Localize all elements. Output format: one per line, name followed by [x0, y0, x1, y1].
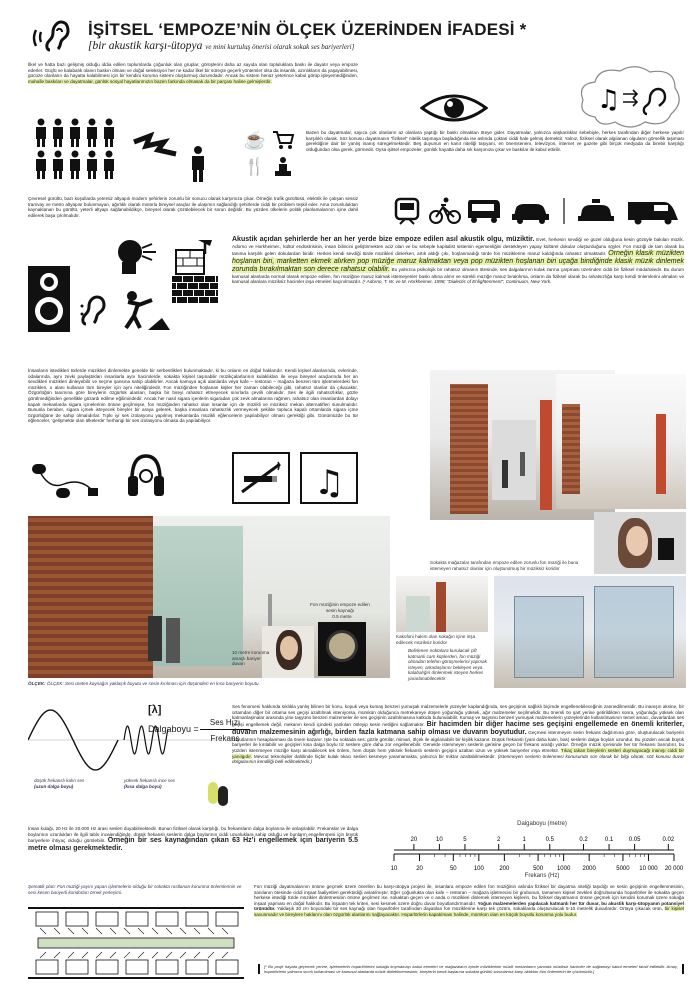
project-paragraph — [254, 884, 684, 918]
crowd-person — [87, 119, 97, 148]
formula-numerator: Ses Hızı — [209, 718, 241, 727]
crowd-person — [87, 151, 97, 180]
van-icon — [628, 202, 678, 225]
high-wave-label-2: (kısa dalga boyu) — [124, 783, 162, 789]
subtitle-small: ve mini kurtuluş önerisi olarak sokak ses bariyerleri] — [205, 43, 355, 51]
formula-bracket: [λ] — [148, 704, 162, 716]
bottom-tick-label: 500 — [533, 866, 544, 872]
intro-paragraph — [28, 62, 358, 84]
low-wave-label-1: düşük frekanslı kalın ses — [34, 778, 85, 783]
bottom-tick-label: 2000 — [582, 866, 596, 872]
svg-text:♫: ♫ — [597, 85, 621, 115]
top-axis-label: Dalgaboyu (metre) — [517, 821, 567, 827]
intro-highlight: mahalle baskıları ve dayatmalar, günlük sosyal hayatlarımızın bazen farkında olmasak da bir parçası haline gelmişlerdir. — [28, 78, 272, 84]
bottom-tick-label: 20 — [416, 866, 423, 872]
wavelength-text-c: Geçmesi istenmeyen sesin frekans dağılımına göre, oluşturulacak bariyerin boyutlarının hesaplanması da önem kazanır. Işte bu noktada ses; gözle görülür, mimari, ölçek ile algılanabilir bir kişilik kazanır. Düşük frekanslı (yani daha kalın, bas) seslerin dalga boyları uzundur. Bu yüzden ancak büyük bariyerler ile kırılabilir ve geçişleri kısa dalga boylu tiz seslere göre daha zor engellenebilir. Genelde istenmeyen seslerin gerisine geçen bir frekans aralığı yoktur. Örneğin müzik içerisinde her tür frekansı barındırır, bu yüzden istenmeyen müziğe karşı alınabilecek tek önlem, hem düşük hem yüksek frekanslı seslerin geçişini azaltan uzun ve yüksek bariyerler inşa etmektir. — [232, 729, 685, 753]
bottom-tick-label: 1000 — [556, 866, 571, 872]
speaker-caption: Fon müziğinin empoze edilen sesin kaynağı — [310, 602, 370, 613]
low-wave-label — [34, 778, 114, 789]
shopping-cart-icon — [272, 130, 294, 150]
frequency-wavelength-scale — [384, 822, 684, 884]
brick-wall-icon — [172, 276, 218, 304]
shop-person-icon — [272, 156, 294, 178]
crowd-person — [70, 119, 80, 148]
wall-dim-label: 10 metre korunma amaçlı bariyer duvarı — [232, 650, 270, 666]
crowd-person — [70, 151, 80, 180]
plan-caption: Şematik plan: Fon müziği yayını yapan işletmelerin olduğu bir sokakta rastlanan korunma önlemlerinin ve sesi kesen bariyerli koridorları örnek yerleşimi. — [28, 884, 242, 895]
belirlenen-caption: Belirlenen noktalara kurulacak çift katmanlı cam küplerden, fon müziği olmadan telefon görüşmelerini yapmak isteyen, arkadaşlarını bekleyen veya kalabalığın dinlenmek isteyen herkes yararlanabilecektir — [408, 648, 487, 681]
bus-icon — [468, 200, 500, 223]
high-wave-label-1: yüksek frekanslı ince ses — [124, 778, 176, 783]
top-tick-label: 1 — [522, 837, 526, 843]
top-tick-label: 0.5 — [545, 837, 554, 843]
wavelength-paragraph — [232, 704, 684, 765]
crowd-person — [104, 151, 114, 180]
shouting-person-icon — [112, 238, 158, 274]
daily-paragraph: Bazen bu dayatmalar, sayıca çok olanların az olanlara yaptığı bir baskı olmaktan öteye gider. Dayatmalar, yalnızca alışkanlıklar sebebiyle, herkes tarafından diğer herkese yapılır karşılıklı olarak. Söz konusu dayatmanın “fiziksel” nitelik taşımaya başladığında ise aslında çoktan ciddi hale gelmiş demektir. Yalnız, fiziksel olarak algılanan olguların görsellik taşıması gerektiğine dair bir yanlış inanış süregelmektedir. Beş duyunun en kanıt niteliği taşıyanı, en önemsenenı, televizyon, internet ve gazete gibi birçok medyada da birebir karşılığı olduğundan olsa gerek, görmedir. Oysa işitsel empozeler, günlük hayatta daha sık karşımıza çıkar ve baskılar ile kabul ettirilir. — [306, 130, 684, 152]
music-citation: (¹ Adorno, T. W. ve M. Horkheimer, 1998; “Dialectic of Enlightenment”, Continuum, New York. — [362, 279, 552, 285]
bottom-axis-label: Frekans (Hz) — [524, 873, 560, 879]
street-caption: Sokakta mağazalar tarafından empoze edilen zorunlu fon müziği ile bunu istemeyen rahatsız olanlar için oluşturulmuş bir müziksiz koridor — [430, 560, 579, 571]
formula-label: Dalgaboyu = — [148, 724, 199, 734]
project-bold: Yoğun malzemelerden yapılacak katmanlı her tür duvar, bu akustik karşı-ütopyanın potansiyel ürünüdür. — [254, 900, 684, 912]
music-lead: Akustik açıdan şehirlerde her an her yerde bize empoze edilen asıl akustik olgu, müziktir. — [232, 236, 535, 243]
crowd-person — [53, 151, 63, 180]
music-text: Evet, herkesin sevdiği ve güzel olduğuna kesin gözüyle bakılan müzik. Adorno ve Horkheimer., kültür endüstrisinin, insan bilincini geliştirmekten aciz olan ve bu sebeple kapitalist sistemin egemenliğini destekleyen yapay kültürel dokular oluşturduğunu söyler. Fon müziği de tam olarak bu tanıma karşılık gelen dokulardan biridir. Herkes kendi sevdiği türde müzikleri dinlerken, artık aldığı çıkı, hoşlanmadığı türde fon müziklerine maruz kaldığında rahatsız olmaktadır. — [232, 237, 684, 256]
car-icon — [512, 204, 549, 224]
single-person — [192, 146, 204, 182]
lightning-icon — [134, 136, 176, 154]
project-text-c: Yaklaşık 30 cm boyundaki bir ses kaynağı olan hoparlörler tarafından dayatılan fon müziklerine karşı tek çözüm, sokaklarda oluşturulacak 5-10 metrelik duvarlardır. Ortaya çıkacak ürün, — [277, 906, 663, 912]
wavelength-text-d: Mevcut teknolojiler dahilinde hiçbir kulak tıkacı sesleri kesmeye yaramamakta, yalnızca bir miktar azaltabilmektedir. — [253, 753, 496, 759]
crowd-vs-person-icon — [28, 114, 218, 186]
earbuds-icon — [30, 460, 100, 500]
low-wave-label-2: (uzun dalga boyu) — [34, 783, 74, 789]
music-ear-cloud — [575, 62, 685, 132]
speaker-render — [318, 622, 366, 676]
wavelength-note: (Istenmeyen seslerin önlenmesi konusunda son olarak bir bilgi olarak, söz konusu duvar dolgularının kendiliği belli edilmektedir.) — [232, 753, 685, 765]
top-tick-label: 0.02 — [662, 837, 675, 843]
wavelength-text: Ses fenomeni hakkında sıklıkla yanlış bilinen bir konu, kopuk veya kumaş benzeri yumuşak malzemelerle yüzeyler kaplandığında, ses geçişinin sağlıklı biçimde engellenebileceğinin zannedilmesidir. Bu inanışın aksine, bir ortamdan diğer bir ortama ses geçişi azaltılmak isteniyorsa, mümkün olduğunca metrekareye düşen yoğunluğu yüksek, ağır malzemeler seçilmelidir. Bu önemli ön şart yerine getirildikten sonra, yoğunluğu yüksek olan katmanlaşmalar arasında yine taşyünü benzeri malzemeler ile ses geçişinin azaltılmasına katkıda bulunulabilir. Kumaş ve taşyünü benzeri yumuşak malzemelerin yüzeylerinde kullanılmasının temel amacı, duvarlardan ses geçişi engellemek değil, mekanın kendi içindeki yankıları önleyip sesin netliğini sağlamaktır. — [232, 704, 684, 727]
coffee-icon: ☕ — [243, 129, 267, 150]
footnote: [* Bu proje hayata geçirmek yerine, işletmelerin hoparlörlerini sokağa koymamayı kabul etmeleri ve mağazaların içinde müziklerinin müzik mekanlarını yanında müziksiz hacimler de sağlamayı kabul etmeleri tavsif edilebilir. Amaç, hoparlörlerin yalnızca sınırlı kullanılması ve kamusal alanlarda müzik dinletilmemesinin, bireylerin kendi başlarına sokakta gürültü sorunlarına karşı aldıkları tüm önlemlerin de çözümüdür.] — [258, 964, 684, 974]
wavelength-highlight: Tıkaç takan bireylerin sesleri duymayacağı inanışı ciddi bir yanılgıdır. — [232, 747, 684, 759]
no-smoking-icon — [232, 452, 290, 504]
project-text: Fon müziği dayatmalarının önüne geçmek üzere önerilen bu karşı-ütopya projesi ile, insanlara empoze edilen fon müziğinin aslında fiziksel bir dayatma niteliği taşıdığı ve sesin geçişinin engellenmesinin, sanılanın ötesinde ciddi inşaat faaliyetleri gerektirdiği anlatılmıştır. Eğer çoğunlukta olan kafe – restoran – mağaza işletmecisi bir grubunun, tamamen kişisel zevkleri doğrultusunda hoparlörler ile sokakta geçen herkese istediği türde müzikler dinletmesinin önüne geçilmez ise, sokaktan geçen ve o anda o müzikleri dinlemek istemeyen kişilerin, bu fiziksel dayatmanın önüne geçmek için kendini korumak üzere sokağa inşaat yapması en doğal hakkıdır. Bu inşaatın tek kriteri, sesi kesmek üzere doğru duvar boyutlandırmasıdır. — [254, 884, 684, 906]
music-tail: Bu yalnızca psikolojik bir rahatsız olmanın ötesinde, ses dalgalarının kulak zarına çarpması üzerinden ciddi bir fiziksel müdahaledir. Bu durum kamusal alanlarda normal olarak empoze edilen, fon müziğine maruz kalmak istemeyenler baskı altına alınır ve sürekli müziğe maruz bırakılırsa, onların da fiziksel olarak bu rahatsızlığa karşı kendi önlemlerini almaları ve kamusal alanlara müziksiz hacimler inşa etmeleri kaçınılmazdır. — [232, 266, 685, 285]
headphones-icon — [126, 452, 166, 502]
kakofoni-caption: Kakofoni hakim olan sokağın içine inşa edilecek müziksiz koridor — [396, 634, 476, 645]
hearing-bold: Örneğin bir ses kaynağından çıkan 63 Hz’i engellemek için bariyerin 5.5 metre olması gerekmektedir. — [28, 837, 358, 853]
bottom-tick-label: 10 000 — [639, 866, 658, 872]
construction-icon — [172, 236, 218, 276]
transport-icons — [392, 196, 684, 226]
bottom-tick-label: 20 000 — [664, 866, 684, 872]
music-paragraph — [232, 236, 684, 285]
bottom-tick-label: 5000 — [616, 866, 630, 872]
scale-caption-text: ÖLÇEK: Sesi üreten kaynağın yaklaşık boyutu ve sesin kırılması için düşünülen en kısa bariyerin boyutu — [46, 681, 259, 686]
speaker-dim-label: 0.5 metre — [332, 614, 352, 619]
ear-hearing-icon — [78, 294, 108, 328]
bottom-tick-label: 10 — [390, 866, 398, 872]
headphones-paragraph: İnsanların istedikleri türlerde müzikleri dinlemekte genelde bir serbestlikleri bulunmaktadır, ki bu onların en doğal haklarıdır. Kendi kişisel alanlarında, evlerinde, odalarında, aynı zevki paylaştıkları insanlarla aynı hacimlerde, sokakta kişisel taşınabilir müzikçalarlarının kulaklıkları ile veya bireysel araçlarında her an sevdikleri müzikleri dinleyebilir ve seçme şansına sahip olabilirler. Ancak kamuya açık alanlarda veya kafe – restoran – mağaza benzeri tüm işletmelerdeki fon müzikleri, o alanı kullanan tüm bireyler için aynı niteliğindedir. Fon müziğinden hoşlanan kişiler her zaman olabileceği gibi, rahatsız olanlar da çıkacaktır. Özgürlüğün tanımına göre bireylerin özgürlük alanları, başka bir bireyi rahatsız etmeyecek sınırlarla çevrili olmalıdır. Ses ile ilgili rahatsızlıklar, gözle görülmediğinden genellikle gözardı edilme eğilimindedir. Ancak her nasıl sigara içenlerin sigaradan çok zevk almalarına rağmen, rahatsız olan insanlardan dolayı kapalı mekanlarda sigara içmelerinin önüne geçilmişse, fon müziğinden rahatsız olan insanlar için de müzikli ve müziksiz mekan alternatifleri sunulmalıdır. Bununla beraber, sigara içmek isteyecek bireyler bir araya gelerek, başka insanlara rahatsızlık vermeyecek şekilde topluca kapalı ortamlarda sigara içme özgürlüğüne de sahip olmalıdırlar. Tıpkı iyi ses izolasyonu yapılmış mekanlarda müzikli eğlencelerin yapılabiliyor olması gerektiği gibi. Günümüzde bu tür eğlenceler, ‘gelişmekte olan ülkelerde’ herhangi bir ses izolasyonu olmasa da yapılabiliyor. — [28, 368, 358, 424]
street-render-right — [556, 374, 686, 509]
wavelength-bold: Bir hacimden bir diğer hacime ses geçişini engellemede en önemli kriterler, duvarın malzemesinin ağırlığı, birden fazla katmana sahip olması ve duvarın boyutudur. — [232, 720, 685, 736]
top-tick-label: 2 — [497, 837, 501, 843]
speaker-icon — [28, 266, 70, 332]
intro-text: İlkel ve hatta bazı gelişmiş olduğu iddia edilen toplumlarda çoğunluk olan gruplar, görüşlerini daha az sayıda olan topluluklara baskı ile dayatır veya empoze ederler. Güçlü ve kalabalık olanın baskın olması ve doğal seleksiyon her ne kadar ilkel bir süreçte geçerli yöntemler olsa da insanlık, azınlıkların da yaşayabilmesi, gücüze olanların da hayatta kalabilmesi için bir kendini koruma sistemi oluşturmuş durumdadır. Ancak bu sistem henüz yeterince kabul görüp işleyemediğinden, — [28, 62, 358, 79]
top-tick-label: 0.05 — [628, 837, 641, 843]
project-highlight: bir kişisel savunmadır ve bireylere haklarını olan özgürlük alanlarını sağlayacaktır. Hoparlörlerin kapatılması halinde, mümkün olan en küçük boyutlu korunma yolu budur. — [254, 906, 684, 917]
taxi-icon — [578, 199, 614, 221]
top-tick-label: 20 — [410, 837, 418, 843]
top-tick-label: 5 — [463, 837, 467, 843]
tram-icon — [396, 199, 418, 224]
crowd-person — [36, 151, 46, 180]
woman-silence-photo — [594, 512, 686, 574]
hearing-text: İnsan kulağı, 20 Hz ile 20.000 Hz arası sesleri duyabilmektedir. Bunun fiziksel olarak karşılığı, bu frekansların dalga boylarına ile anlaşılabilir. Frekanslar ve dalga boylarının uzunlukları ile ilgili tablo incelendiğinde, düşük frekanslı seslerin dalga boylarının ciddi uzunluklara sahip olduğu ve bunların engellenmesi için büyük bariyerlere ihtiyaç olduğu görülebilir. — [28, 826, 358, 844]
scale-caption: ÖLÇEK: ÖLÇEK: Sesi üreten kaynağın yaklaşık boyutu ve sesin kırılması için düşünülen en kısa bariyerin boyutu — [28, 681, 259, 686]
restaurant-icon: 🍴 — [244, 157, 266, 176]
crowd-person — [53, 119, 63, 148]
worker-icon — [118, 290, 170, 330]
page-title: İŞİTSEL ‘EMPOZE’NİN ÖLÇEK ÜZERİNDEN İFADESİ * — [88, 20, 527, 39]
noise-paragraph: Çevresel gürültü, bazı koşullarda yetersiz altyapılı modern şehirlerin zorunlu bir sonucu olarak karşımıza çıkar. Örneğin trafik gürültüsü, elektrik ile çalışan sessiz tramvay ve metro altyapısı bulunmayan, ağırlıklı olarak motorlu bireysel araçlar ile ulaşımın sağlandığı şehirlerde ciddi bir problem teşkil eder. Ama zorunluluktan kaynaklanan bu gürültü, yeterli altyapı sağlanabildikçe, bireysel olarak çözülebilecek bir sorun değildir. Bu yüzden ülkelerin politik planlamalarının içine dahil edilerek başa çıkılmalıdır. — [28, 196, 358, 218]
top-tick-label: 10 — [436, 837, 443, 843]
no-music-icon — [300, 452, 358, 504]
plan-corridor — [38, 938, 234, 948]
top-tick-label: 0.2 — [579, 837, 588, 843]
crowd-person — [104, 119, 114, 148]
top-tick-label: 0.1 — [604, 837, 614, 843]
schematic-plan — [28, 900, 244, 986]
crowd-person — [36, 119, 46, 148]
eye-icon — [420, 90, 488, 126]
bicycle-icon — [430, 198, 460, 224]
ear-icon — [30, 16, 70, 56]
page-subtitle — [88, 40, 648, 52]
subtitle-main: [bir akustik karşı-ütopya — [88, 40, 203, 52]
formula-denominator: Frekans — [210, 734, 240, 743]
svg-text:♫: ♫ — [314, 463, 345, 503]
bottom-tick-label: 50 — [449, 866, 457, 872]
bottom-tick-label: 200 — [499, 866, 510, 872]
earplug-icon — [204, 780, 230, 808]
high-wave-label — [124, 778, 204, 789]
bottom-tick-label: 100 — [473, 866, 484, 872]
hearing-paragraph — [28, 826, 358, 853]
glass-corridor-render — [396, 576, 488, 632]
music-highlight: Örneğin klasik müzikten hoşlanan biri, marketten ekmek alırken pop müziğe maruz kalmaktan veya pop müzikten hoşlanan biri uçağa bindiğinde klasik müzik dinlemek zorunda bırakılmaktan son derece rahatsız olabilir. — [232, 249, 685, 273]
glass-cube-render — [494, 576, 686, 688]
